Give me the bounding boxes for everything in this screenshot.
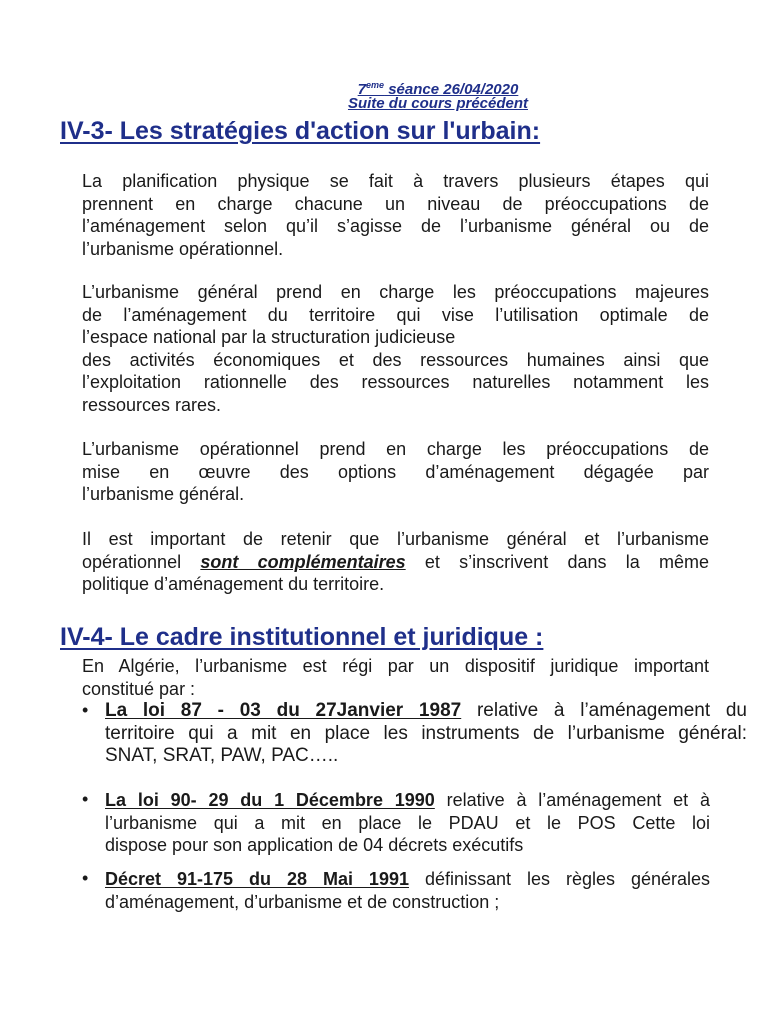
bullet: •	[82, 868, 89, 888]
text-line: mise en œuvre des options d’aménagement dégagée par	[82, 461, 709, 482]
text-line: constitué par :	[82, 678, 196, 699]
text-fragment: définissant les règles générales	[408, 869, 710, 889]
text-line: l’espace national par la structuration judicieuse	[82, 327, 456, 347]
bullet: •	[82, 700, 89, 720]
bullet: •	[82, 789, 89, 809]
emphasis-complementaires: sont complémentaires	[200, 551, 406, 572]
section-title-cadre: IV-4- Le cadre institutionnel et juridique :	[60, 623, 544, 651]
text-line: des activités économiques et des ressources humaines ainsi que	[82, 349, 709, 370]
session-subtitle: Suite du cours précédent	[347, 95, 529, 112]
text-line: SNAT, SRAT, PAW, PAC…..	[105, 745, 339, 766]
text-line: territoire qui a mit en place les instruments de l’urbanisme général:	[105, 722, 747, 744]
text-line: Il est important de retenir que l’urbanisme général et l’urbanisme	[82, 529, 709, 549]
text-fragment: et s’inscrivent dans la même	[405, 551, 709, 572]
decret-91-175: Décret 91-175 du 28 Mai 1991	[105, 869, 409, 889]
text-fragment: relative à l’aménagement du	[461, 700, 748, 721]
text-line: l’aménagement selon qu’il s’agisse de l’urbanisme général ou de	[82, 216, 709, 236]
text-line: politique d’aménagement du territoire.	[82, 574, 385, 594]
text-fragment: opérationnel	[82, 551, 201, 572]
text-fragment: relative à l’aménagement et à	[434, 790, 710, 810]
text-line: prennent en charge chacune un niveau de préoccupations de	[82, 193, 709, 214]
paragraph-planification	[82, 170, 709, 260]
section-title-strategies: IV-3- Les stratégies d'action sur l'urbain:	[60, 117, 541, 145]
paragraph-urbanisme-operationnel	[82, 438, 709, 506]
paragraph-complementaires	[82, 528, 709, 596]
text-line: ressources rares.	[82, 394, 222, 415]
law-87-03: La loi 87 - 03 du 27Janvier 1987	[105, 700, 462, 721]
text-line: l’urbanisme opérationnel.	[82, 238, 284, 259]
text-line: L’urbanisme opérationnel prend en charge les préoccupations de	[82, 439, 709, 459]
text-line: L’urbanisme général prend en charge les préoccupations majeures	[82, 282, 709, 302]
text-line	[105, 868, 710, 891]
text-line: d’aménagement, d’urbanisme et de construction ;	[105, 891, 500, 912]
text-line: l’urbanisme général.	[82, 484, 245, 504]
paragraph-urbanisme-general	[82, 281, 709, 416]
text-line: En Algérie, l’urbanisme est régi par un dispositif juridique important	[82, 656, 709, 676]
session-superscript: eme	[366, 80, 385, 90]
text-line: dispose pour son application de 04 décrets exécutifs	[105, 835, 524, 855]
law-90-29: La loi 90- 29 du 1 Décembre 1990	[105, 790, 435, 810]
text-line: La planification physique se fait à travers plusieurs étapes qui	[82, 171, 709, 191]
text-line: l’exploitation rationnelle des ressources naturelles notamment les	[82, 372, 709, 392]
list-item-text	[105, 700, 747, 768]
list-item-text	[105, 789, 710, 857]
session-number: 7	[357, 81, 367, 98]
text-line	[105, 789, 710, 812]
text-line: l’urbanisme qui a mit en place le PDAU et le POS Cette loi	[105, 812, 710, 833]
paragraph-intro-algerie	[82, 655, 709, 700]
text-line: de l’aménagement du territoire qui vise l’utilisation optimale de	[82, 304, 709, 325]
list-item-text	[105, 868, 710, 913]
text-line	[82, 551, 709, 574]
text-line	[105, 700, 747, 723]
session-date: séance 26/04/2020	[384, 81, 519, 98]
